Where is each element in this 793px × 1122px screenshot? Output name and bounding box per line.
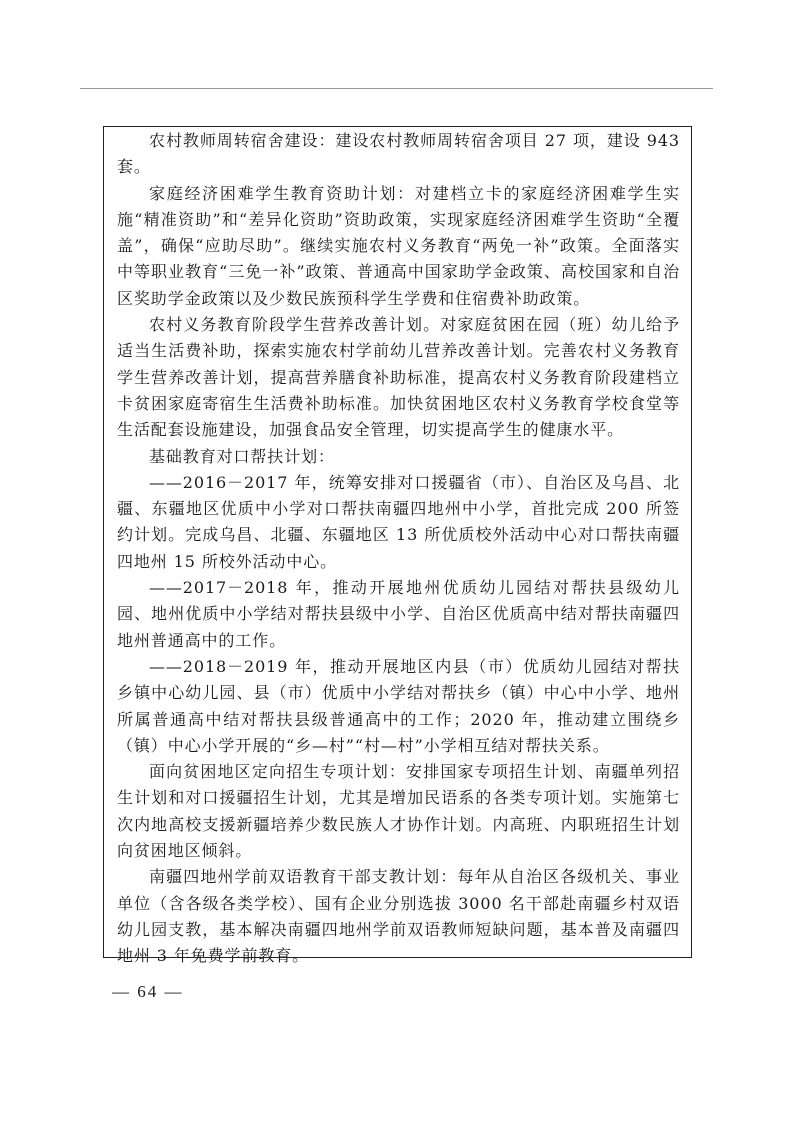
paragraph-pairing-heading: 基础教育对口帮扶计划： [149, 446, 335, 466]
paragraph-nutrition: 农村义务教育阶段学生营养改善计划。对家庭贫困在园（班）幼儿给予适当生活费补助，探索实施农村学前幼儿营养改善计划。完善农村义务教育学生营养改善计划，提高营养膳食补助标准，提高农村义务教育阶段建档立卡贫困家庭寄宿生生活费补助标准。加快贫困地区农村义务教育学校食堂等生活配套设施建设，加强食品安全管理，切实提高学生的健康水平。 [117, 315, 680, 440]
header-rule [80, 88, 713, 89]
paragraph-student-aid: 家庭经济困难学生教育资助计划：对建档立卡的家庭经济困难学生实施“精准资助”和“差异化资助”资助政策，实现家庭经济困难学生资助“全覆盖”，确保“应助尽助”。继续实施农村义务教育“两免一补”政策。全面落实中等职业教育“三免一补”政策、普通高中国家助学金政策、高校国家和自治区奖助学金政策以及少数民族预科学生学费和住宿费补助政策。 [117, 183, 680, 308]
paragraph-targeted-enrollment: 面向贫困地区定向招生专项计划：安排国家专项招生计划、南疆单列招生计划和对口援疆招生计划，尤其是增加民语系的各类专项计划。实施第七次内地高校支援新疆培养少数民族人才协作计划。内高班、内职班招生计划向贫困地区倾斜。 [117, 762, 680, 861]
paragraph-teacher-housing: 农村教师周转宿舍建设：建设农村教师周转宿舍项目 27 项，建设 943 套。 [117, 131, 680, 177]
page-number: — 64 — [112, 982, 184, 1001]
paragraph-pairing-2017: ——2017－2018 年，推动开展地州优质幼儿园结对帮扶县级幼儿园、地州优质中小学结对帮扶县级中小学、自治区优质高中结对帮扶南疆四地州普通高中的工作。 [117, 578, 680, 650]
content-box [103, 126, 692, 966]
paragraph-pairing-2016: ——2016－2017 年，统筹安排对口援疆省（市）、自治区及乌昌、北疆、东疆地区优质中小学对口帮扶南疆四地州中小学，首批完成 200 所签约计划。完成乌昌、北疆、东疆地区 13 所优质校外活动中心对口帮扶南疆四地州 15 所校外活动中心。 [117, 472, 680, 571]
paragraph-pairing-2018: ——2018－2019 年，推动开展地区内县（市）优质幼儿园结对帮扶乡镇中心幼儿园、县（市）优质中小学结对帮扶乡（镇）中心中小学、地州所属普通高中结对帮扶县级普通高中的工作；2020 年，推动建立围绕乡（镇）中心小学开展的“乡—村”“村—村”小学相互结对帮扶关系。 [117, 656, 680, 755]
paragraph-bilingual-teaching: 南疆四地州学前双语教育干部支教计划：每年从自治区各级机关、事业单位（含各级各类学校）、国有企业分别选拔 3000 名干部赴南疆乡村双语幼儿园支教，基本解决南疆四地州学前双语教师短缺问题，基本普及南疆四地州 3 年免费学前教育。 [117, 867, 680, 966]
